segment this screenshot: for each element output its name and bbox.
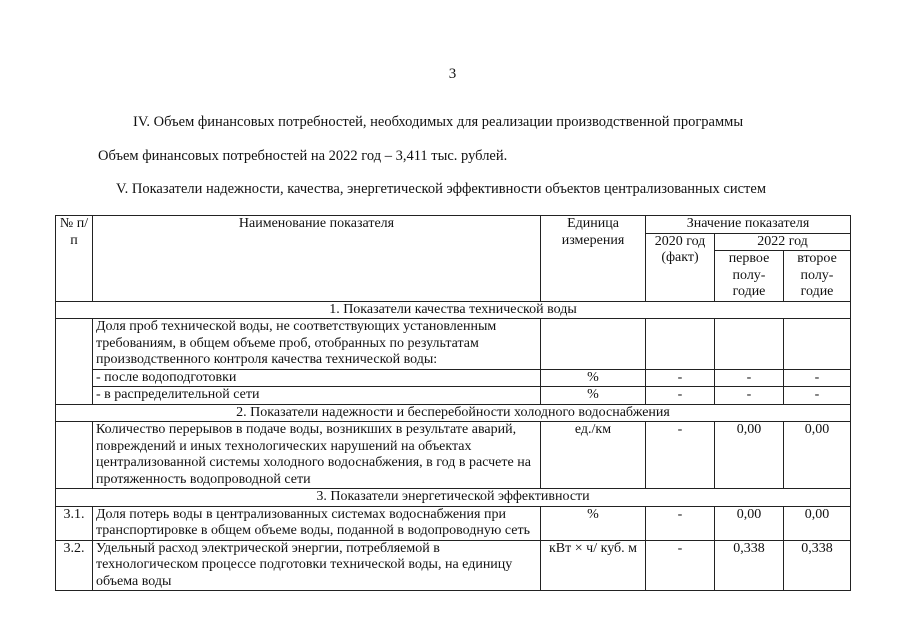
indicator-h1: - <box>715 369 784 387</box>
indicator-unit: % <box>541 369 646 387</box>
indicator-fact: - <box>646 387 715 405</box>
header-unit: Единица измерения <box>541 216 646 302</box>
indicator-h2: 0,338 <box>784 540 851 591</box>
indicator-unit: % <box>541 387 646 405</box>
indicator-name: - после водоподготовки <box>93 369 541 387</box>
indicator-name: Доля проб технической воды, не соответствующих установленным требованиям, в общем объеме проб, отобранных по результатам производственного контроля качества технической воды: <box>93 319 541 370</box>
indicators-table <box>55 215 851 591</box>
section-title: 3. Показатели энергетической эффективности <box>56 489 851 507</box>
indicator-h1: 0,00 <box>715 422 784 489</box>
indicator-h1: 0,00 <box>715 506 784 540</box>
header-number: № п/п <box>56 216 93 302</box>
header-second-half: второе полу-годие <box>784 251 851 302</box>
indicator-unit: % <box>541 506 646 540</box>
indicator-h2: 0,00 <box>784 506 851 540</box>
row-number <box>56 422 93 489</box>
row-number <box>56 319 93 405</box>
indicator-unit <box>541 319 646 370</box>
indicator-name: Количество перерывов в подаче воды, возникших в результате аварий, повреждений и иных технологических нарушений на объектах централизованной системы холодного водоснабжения, в год в расчете на протяженность водопроводной сети <box>93 422 541 489</box>
row-number: 3.1. <box>56 506 93 540</box>
indicator-unit: кВт × ч/ куб. м <box>541 540 646 591</box>
heading-financial-needs: IV. Объем финансовых потребностей, необходимых для реализации производственной программы <box>133 114 744 130</box>
indicator-name: - в распределительной сети <box>93 387 541 405</box>
indicator-fact: - <box>646 422 715 489</box>
indicator-unit: ед./км <box>541 422 646 489</box>
indicator-fact <box>646 319 715 370</box>
heading-indicators: V. Показатели надежности, качества, энергетической эффективности объектов централизованных систем <box>116 181 767 197</box>
indicator-h2: 0,00 <box>784 422 851 489</box>
indicator-fact: - <box>646 540 715 591</box>
indicator-h2: - <box>784 387 851 405</box>
page-number: 3 <box>448 66 457 82</box>
header-name: Наименование показателя <box>93 216 541 302</box>
section-title: 2. Показатели надежности и бесперебойности холодного водоснабжения <box>56 404 851 422</box>
header-first-half: первое полу-годие <box>715 251 784 302</box>
header-year-fact: 2020 год (факт) <box>646 233 715 301</box>
header-value: Значение показателя <box>646 216 851 234</box>
indicator-name: Доля потерь воды в централизованных системах водоснабжения при транспортировке в общем объеме воды, поданной в водопроводную сеть <box>93 506 541 540</box>
financial-needs-amount: Объем финансовых потребностей на 2022 год – 3,411 тыс. рублей. <box>98 148 508 164</box>
indicator-h1: 0,338 <box>715 540 784 591</box>
row-number: 3.2. <box>56 540 93 591</box>
header-year-plan: 2022 год <box>715 233 851 251</box>
indicator-h1: - <box>715 387 784 405</box>
indicator-fact: - <box>646 506 715 540</box>
indicator-h2 <box>784 319 851 370</box>
indicator-name: Удельный расход электрической энергии, потребляемой в технологическом процессе подготовки технической воды, на единицу объема воды <box>93 540 541 591</box>
section-title: 1. Показатели качества технической воды <box>56 301 851 319</box>
indicator-h2: - <box>784 369 851 387</box>
indicator-h1 <box>715 319 784 370</box>
indicator-fact: - <box>646 369 715 387</box>
